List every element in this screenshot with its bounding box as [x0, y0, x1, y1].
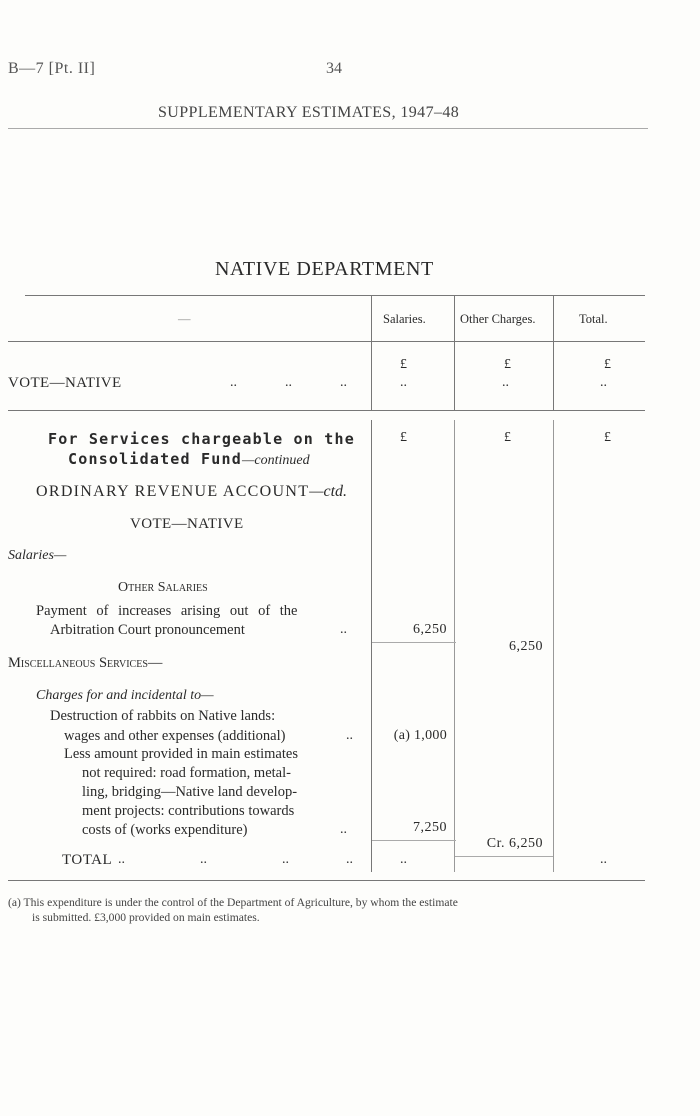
vote-label: VOTE—NATIVE — [8, 375, 122, 391]
leader-dots: .. — [340, 622, 347, 637]
vote-salaries-value: .. — [400, 375, 407, 390]
continued-label: —continued — [241, 453, 310, 468]
table-header-rule — [8, 341, 645, 342]
subtotal-rule — [372, 840, 456, 841]
consolidated-fund-label: Consolidated Fund — [68, 450, 242, 468]
subtotal-rule — [455, 856, 553, 857]
account-label: ORDINARY REVENUE ACCOUNT — [36, 483, 310, 500]
table-bottom-rule — [8, 880, 645, 881]
header-other-charges: Other Charges. — [460, 312, 536, 326]
misc-item2-line5: costs of (works expenditure) — [82, 822, 248, 838]
misc-item2-line4: ment projects: contributions towards — [82, 803, 295, 819]
department-title: NATIVE DEPARTMENT — [215, 258, 434, 280]
salaries-subtotal: 6,250 — [509, 639, 543, 654]
account-ctd: —ctd. — [309, 483, 348, 500]
col-divider-1 — [371, 295, 372, 410]
leader-dots: .. — [285, 375, 292, 390]
pound-sign-total-2: £ — [604, 430, 611, 445]
header-total: Total. — [579, 312, 608, 326]
leader-dots: .. — [230, 375, 237, 390]
leader-dots: .. — [118, 852, 125, 867]
col-divider-1b — [371, 420, 372, 872]
col-divider-3 — [553, 295, 554, 410]
leader-dots: .. — [346, 852, 353, 867]
misc-item1-line1: Destruction of rabbits on Native lands: — [50, 708, 276, 724]
vote-total-value: .. — [600, 375, 607, 390]
running-title: SUPPLEMENTARY ESTIMATES, 1947–48 — [158, 104, 460, 121]
other-salaries-heading: Other Salaries — [118, 580, 208, 595]
pound-sign-other: £ — [504, 357, 511, 372]
misc-services-label: Miscellaneous Services— — [8, 655, 163, 671]
col-divider-3b — [553, 420, 554, 872]
header-salaries: Salaries. — [383, 312, 426, 326]
misc-item2-amount: 7,250 — [413, 820, 447, 835]
account-heading — [36, 483, 347, 501]
total-salaries-value: .. — [400, 852, 407, 867]
subtotal-rule — [372, 642, 456, 643]
vote-row-rule — [8, 410, 645, 411]
pound-sign-salaries-2: £ — [400, 430, 407, 445]
misc-subtotal: Cr. 6,250 — [486, 836, 543, 851]
section-heading-line2 — [68, 450, 310, 469]
pound-sign-total: £ — [604, 357, 611, 372]
leader-dots: .. — [346, 728, 353, 743]
leader-dots: .. — [340, 822, 347, 837]
salaries-item-line2: Arbitration Court pronouncement — [50, 622, 245, 638]
misc-item1-amount: (a) 1,000 — [393, 728, 447, 743]
misc-item2-line2: not required: road formation, metal- — [82, 765, 291, 781]
vote-subheading: VOTE—NATIVE — [130, 516, 244, 532]
table-top-rule — [25, 295, 645, 296]
pound-sign-salaries: £ — [400, 357, 407, 372]
header-rule — [8, 128, 648, 129]
header-blank: — — [178, 312, 191, 326]
leader-dots: .. — [282, 852, 289, 867]
vote-other-value: .. — [502, 375, 509, 390]
salaries-label: Salaries— — [8, 548, 67, 563]
page-ref: B—7 [Pt. II] — [8, 60, 96, 77]
footnote-line2: is submitted. £3,000 provided on main estimates. — [32, 911, 260, 924]
misc-item2-line3: ling, bridging—Native land develop- — [82, 784, 298, 800]
total-label: TOTAL — [62, 852, 113, 868]
leader-dots: .. — [200, 852, 207, 867]
total-total-value: .. — [600, 852, 607, 867]
leader-dots: .. — [340, 375, 347, 390]
salaries-amount: 6,250 — [413, 622, 447, 637]
footnote-line1: (a) This expenditure is under the control of the Department of Agriculture, by whom the estimate — [8, 896, 458, 909]
charges-label: Charges for and incidental to— — [36, 688, 214, 703]
col-divider-2 — [454, 295, 455, 410]
salaries-item-line1: Payment of increases arising out of the — [36, 603, 298, 619]
page-number: 34 — [326, 60, 342, 77]
section-heading: For Services chargeable on the — [48, 430, 355, 448]
pound-sign-other-2: £ — [504, 430, 511, 445]
misc-item2-line1: Less amount provided in main estimates — [64, 746, 298, 762]
misc-item1-line2: wages and other expenses (additional) — [64, 728, 286, 744]
